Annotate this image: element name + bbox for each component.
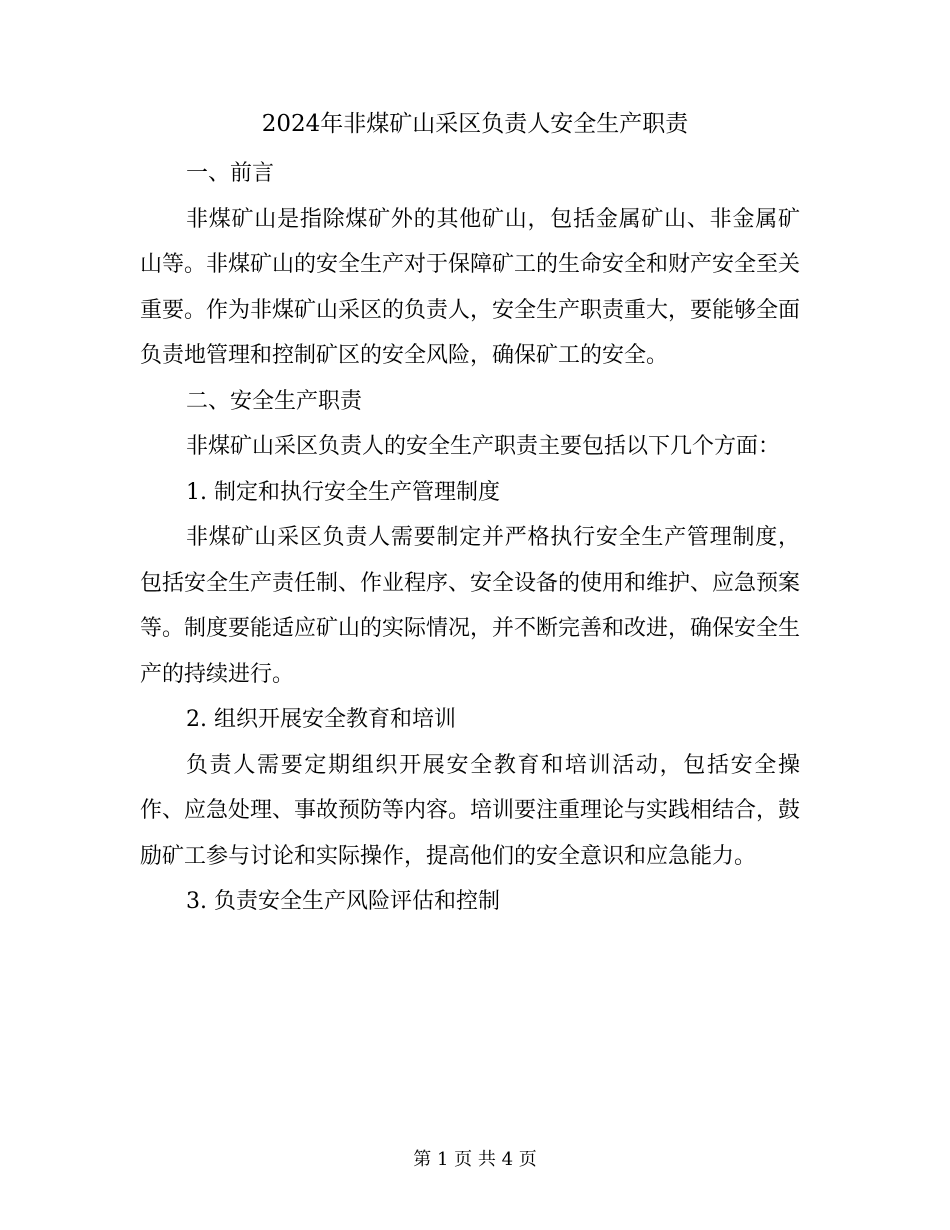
item-heading-1: 1. 制定和执行安全生产管理制度 bbox=[186, 479, 500, 505]
document-body bbox=[140, 151, 800, 925]
paragraph-item-1: 非煤矿山采区负责人需要制定并严格执行安全生产管理制度，包括安全生产责任制、作业程序、安全设备的使用和维护、应急预案等。制度要能适应矿山的实际情况，并不断完善和改进，确保安全生产的持续进行。 bbox=[140, 525, 801, 687]
item-heading-2: 2. 组织开展安全教育和培训 bbox=[186, 707, 456, 732]
paragraph-item-2: 负责人需要定期组织开展安全教育和培训活动，包括安全操作、应急处理、事故预防等内容。培训要注重理论与实践相结合，鼓励矿工参与讨论和实际操作，提高他们的安全意识和应急能力。 bbox=[140, 752, 801, 869]
document-title: 2024年非煤矿山采区负责人安全生产职责 bbox=[261, 111, 689, 137]
paragraph-preface: 非煤矿山是指除煤矿外的其他矿山，包括金属矿山、非金属矿山等。非煤矿山的安全生产对于保障矿工的生命安全和财产安全至关重要。作为非煤矿山采区的负责人，安全生产职责重大，要能够全面负责地管理和控制矿区的安全风险，确保矿工的安全。 bbox=[140, 206, 801, 368]
paragraph-duties-intro: 非煤矿山采区负责人的安全生产职责主要包括以下几个方面： bbox=[186, 434, 781, 459]
page-footer: 第 1 页 共 4 页 bbox=[413, 1149, 537, 1170]
item-heading-3: 3. 负责安全生产风险评估和控制 bbox=[186, 889, 500, 914]
section-heading-preface: 一、前言 bbox=[186, 161, 275, 186]
section-heading-duties: 二、安全生产职责 bbox=[186, 388, 363, 414]
